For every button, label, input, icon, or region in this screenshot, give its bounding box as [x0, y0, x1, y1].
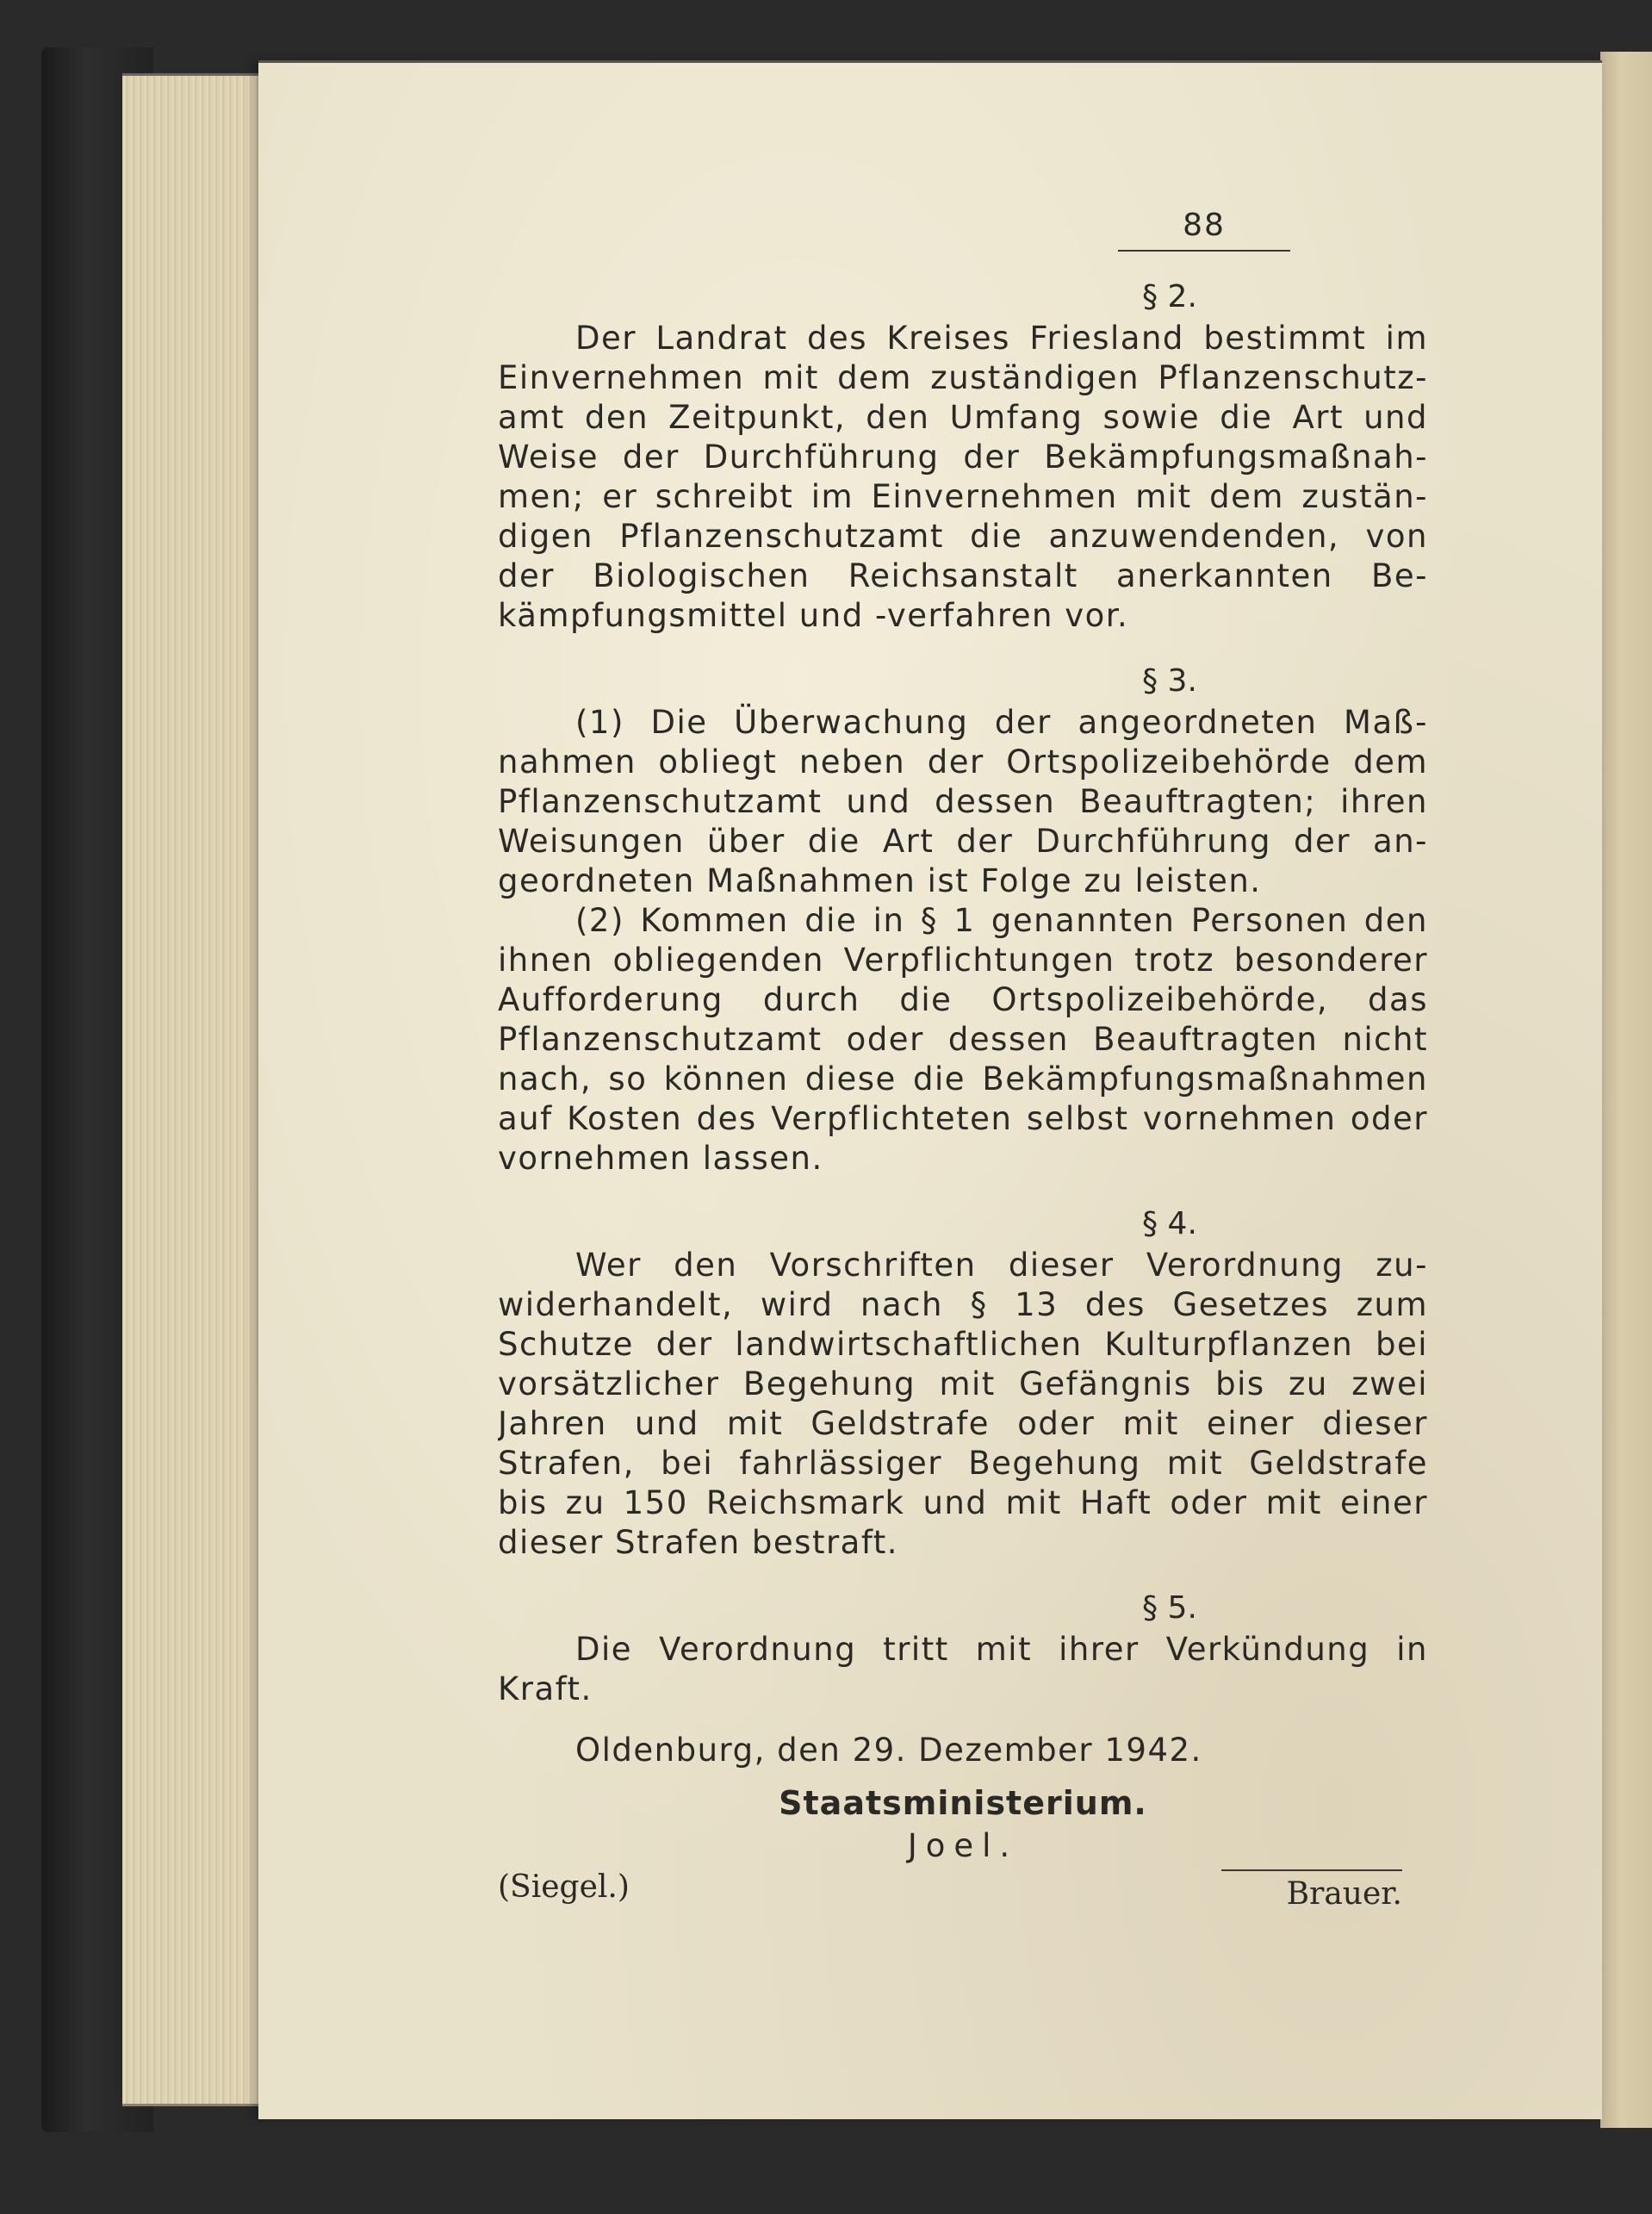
text-line: geordneten Maßnahmen ist Folge zu leisten.	[498, 862, 1262, 899]
text-line: (1) Die Überwachung der angeordneten Maß-	[575, 704, 1428, 741]
signature-row	[498, 1869, 1428, 1921]
text-line: kämpfungsmittel und -verfahren vor.	[498, 597, 1129, 634]
text-line: amt den Zeitpunkt, den Umfang sowie die Art und	[498, 399, 1428, 436]
paragraph	[498, 703, 1428, 901]
text-line: nahmen obliegt neben der Ortspolizeibehörde dem	[498, 743, 1428, 780]
text-line: der Biologischen Reichsanstalt anerkannten Be-	[498, 557, 1428, 594]
text-line: widerhandelt, wird nach § 13 des Gesetzes zum	[498, 1286, 1428, 1323]
text-line: dieser Strafen bestraft.	[498, 1524, 898, 1561]
signer-name: Joel.	[907, 1827, 1019, 1864]
issuing-authority: Staatsministerium.	[779, 1784, 1147, 1822]
text-line: (2) Kommen die in § 1 genannten Personen den	[575, 902, 1428, 939]
text-line: bis zu 150 Reichsmark und mit Haft oder mit einer	[498, 1484, 1428, 1521]
text-line: vornehmen lassen.	[498, 1140, 823, 1177]
section-heading: § 5.	[1142, 1590, 1197, 1626]
text-line: Weise der Durchführung der Bekämpfungsmaßnah-	[498, 438, 1428, 476]
paragraph	[498, 1246, 1428, 1563]
paragraph	[498, 901, 1428, 1179]
text-line: Kraft.	[498, 1670, 593, 1707]
text-line: Strafen, bei fahrlässiger Begehung mit Geldstrafe	[498, 1445, 1428, 1482]
page-edges	[122, 73, 269, 2106]
text-line: Aufforderung durch die Ortspolizeibehörde, das	[498, 981, 1428, 1018]
page-number: 88	[1118, 208, 1290, 252]
text-line: Wer den Vorschriften dieser Verordnung zu-	[575, 1247, 1428, 1284]
section-heading: § 3.	[1142, 663, 1197, 699]
text-line: vorsätzlicher Begehung mit Gefängnis bis zu zwei	[498, 1365, 1428, 1402]
section-heading: § 2.	[1142, 279, 1197, 314]
seal-label: (Siegel.)	[498, 1869, 630, 1905]
paragraph	[498, 1630, 1428, 1709]
text-line: Pflanzenschutzamt und dessen Beauftragten; ihren	[498, 783, 1428, 820]
text-line: Jahren und mit Geldstrafe oder mit einer dieser	[498, 1405, 1428, 1442]
text-line: Einvernehmen mit dem zuständigen Pflanzenschutz-	[498, 359, 1428, 396]
paragraph	[498, 319, 1428, 636]
text-line: Weisungen über die Art der Durchführung der an-	[498, 823, 1428, 860]
text-line: nach, so können diese die Bekämpfungsmaßnahmen	[498, 1060, 1428, 1098]
cosigner-name: Brauer.	[1221, 1869, 1402, 1912]
text-line: ihnen obliegenden Verpflichtungen trotz besonderer	[498, 942, 1428, 979]
book-page	[258, 60, 1602, 2119]
text-line: digen Pflanzenschutzamt die anzuwendenden, von	[498, 518, 1428, 555]
page-text	[498, 208, 1652, 1921]
section-heading: § 4.	[1142, 1206, 1197, 1241]
text-line: Pflanzenschutzamt oder dessen Beauftragten nicht	[498, 1021, 1428, 1058]
place-and-date: Oldenburg, den 29. Dezember 1942.	[575, 1732, 1202, 1769]
text-line: men; er schreibt im Einvernehmen mit dem zustän-	[498, 478, 1428, 515]
text-line: Schutze der landwirtschaftlichen Kulturpflanzen bei	[498, 1326, 1428, 1363]
text-line: Der Landrat des Kreises Friesland bestimmt im	[575, 320, 1428, 357]
text-line: auf Kosten des Verpflichteten selbst vornehmen oder	[498, 1100, 1428, 1137]
text-line: Die Verordnung tritt mit ihrer Verkündung in	[575, 1631, 1428, 1668]
